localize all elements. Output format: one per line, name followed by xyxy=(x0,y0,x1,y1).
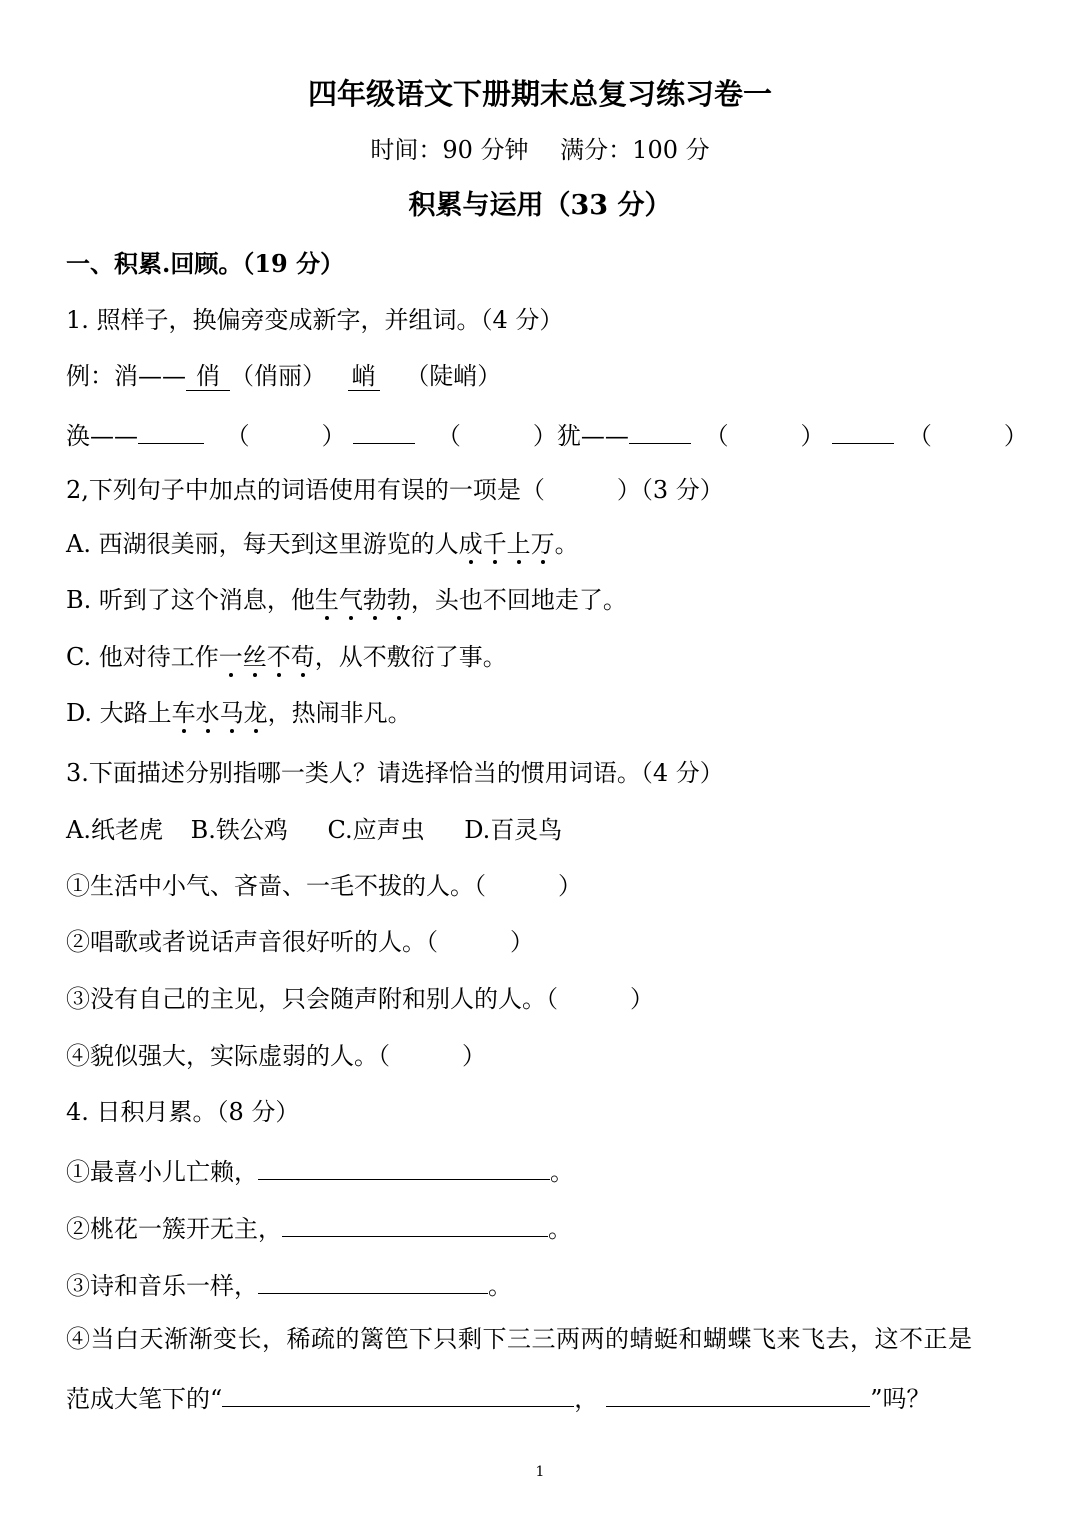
q4-item-2-text: ②桃花一簇开无主， xyxy=(66,1215,282,1243)
dotted-char: 马 xyxy=(219,699,244,727)
dotted-char: 上 xyxy=(506,530,531,558)
q4-item-4-suffix: ”吗？ xyxy=(870,1385,931,1413)
q4-item-2 xyxy=(66,1210,572,1245)
q1-char-1: 涣—— xyxy=(66,422,138,450)
q2-c-end: ，从不敷衍了事。 xyxy=(314,643,507,671)
q4-item-1 xyxy=(66,1153,574,1188)
q1-example-prefix: 例：消—— xyxy=(66,362,186,390)
question-2: 2,下列句子中加点的词语使用有误的一项是（ ）（3 分） xyxy=(66,476,724,504)
q2-d-end: ，热闹非凡。 xyxy=(267,699,412,727)
q4-period: 。 xyxy=(488,1272,512,1300)
q1-blank-2[interactable] xyxy=(353,417,415,444)
q3-option-c: C.应声虫 xyxy=(327,816,425,844)
q1-example-char2: 峭 xyxy=(348,362,380,391)
dotted-char: 气 xyxy=(338,586,363,614)
dotted-char: 成 xyxy=(458,530,483,558)
q4-blank-4[interactable] xyxy=(222,1380,574,1407)
page-number: 1 xyxy=(535,1464,545,1480)
q1-char-2: 犹—— xyxy=(556,422,629,450)
q2-c-text: C. 他对待工作 xyxy=(66,643,219,671)
q2-option-b[interactable] xyxy=(66,584,627,616)
q4-item-4-prefix: 范成大笔下的“ xyxy=(66,1385,223,1413)
q1-paren-2[interactable]: （ ） xyxy=(436,422,557,450)
q1-paren-3[interactable]: （ ） xyxy=(704,422,825,450)
q4-blank-3[interactable] xyxy=(258,1267,488,1294)
q4-item-3 xyxy=(66,1267,512,1302)
q2-b-end: ，头也不回地走了。 xyxy=(410,586,627,614)
q3-option-a: A.纸老虎 xyxy=(66,816,163,844)
dotted-char: 水 xyxy=(195,699,220,727)
dotted-char: 生 xyxy=(314,586,339,614)
q4-item-1-text: ①最喜小儿亡赖， xyxy=(66,1158,258,1186)
q4-blank-5[interactable] xyxy=(606,1380,870,1407)
q3-item[interactable]: ④貌似强大，实际虚弱的人。（ ） xyxy=(66,1042,486,1070)
exam-info: 时间：90 分钟 满分：100 分 xyxy=(370,136,710,164)
q4-item-4-answer xyxy=(66,1380,931,1415)
q1-paren-4[interactable]: （ ） xyxy=(907,422,1028,450)
dotted-char: 万 xyxy=(530,530,555,558)
q2-b-text: B. 听到了这个消息，他 xyxy=(66,586,315,614)
q2-a-text: A. 西湖很美丽，每天到这里游览的人 xyxy=(66,530,459,558)
q3-item[interactable]: ③没有自己的主见，只会随声附和别人的人。（ ） xyxy=(66,985,654,1013)
q4-item-4: ④当白天渐渐变长，稀疏的篱笆下只剩下三三两两的蜻蜓和蝴蝶飞来飞去，这不正是 xyxy=(66,1325,973,1353)
q4-item-3-text: ③诗和音乐一样， xyxy=(66,1272,258,1300)
question-3: 3.下面描述分别指哪一类人？请选择恰当的惯用词语。（4 分） xyxy=(66,759,724,787)
q2-d-text: D. 大路上 xyxy=(66,699,172,727)
q1-example-word1: （俏丽） xyxy=(230,362,326,390)
q4-blank-2[interactable] xyxy=(282,1210,548,1237)
q3-item[interactable]: ②唱歌或者说话声音很好听的人。（ ） xyxy=(66,928,534,956)
q1-blank-4[interactable] xyxy=(832,417,894,444)
dotted-char: 苟 xyxy=(290,643,315,671)
dotted-char: 车 xyxy=(171,699,196,727)
q4-item-4-comma: ， xyxy=(574,1385,599,1413)
q2-option-c[interactable] xyxy=(66,641,507,673)
dotted-char: 千 xyxy=(482,530,507,558)
q3-option-d: D.百灵鸟 xyxy=(464,816,563,844)
dotted-char: 勃 xyxy=(362,586,387,614)
q2-option-d[interactable] xyxy=(66,697,412,729)
dotted-char: 一 xyxy=(218,643,243,671)
q1-answer-row xyxy=(66,417,1028,452)
q1-example-char1: 俏 xyxy=(186,362,230,391)
q1-blank-3[interactable] xyxy=(629,417,691,444)
dotted-char: 龙 xyxy=(243,699,268,727)
dotted-char: 不 xyxy=(266,643,291,671)
dotted-char: 丝 xyxy=(242,643,267,671)
dotted-char: 勃 xyxy=(386,586,411,614)
q1-blank-1[interactable] xyxy=(138,417,204,444)
q3-option-b: B.铁公鸡 xyxy=(190,816,288,844)
question-1: 1. 照样子，换偏旁变成新字，并组词。（4 分） xyxy=(66,306,564,334)
q4-period: 。 xyxy=(548,1215,572,1243)
q1-example xyxy=(66,360,501,392)
q2-a-end: 。 xyxy=(554,530,579,558)
question-4: 4. 日积月累。（8 分） xyxy=(66,1098,300,1126)
q3-item[interactable]: ①生活中小气、吝啬、一毛不拔的人。（ ） xyxy=(66,872,582,900)
q3-options xyxy=(66,814,562,846)
part-heading: 一、积累.回顾。（19 分） xyxy=(66,249,345,278)
q1-paren-1[interactable]: （ ） xyxy=(225,422,346,450)
q4-blank-1[interactable] xyxy=(258,1153,550,1180)
page-title: 四年级语文下册期末总复习练习卷一 xyxy=(307,77,772,111)
q4-period: 。 xyxy=(550,1158,574,1186)
q1-example-word2: （陡峭） xyxy=(405,362,502,390)
section-heading: 积累与运用（33 分） xyxy=(408,190,672,221)
q2-option-a[interactable] xyxy=(66,528,579,560)
